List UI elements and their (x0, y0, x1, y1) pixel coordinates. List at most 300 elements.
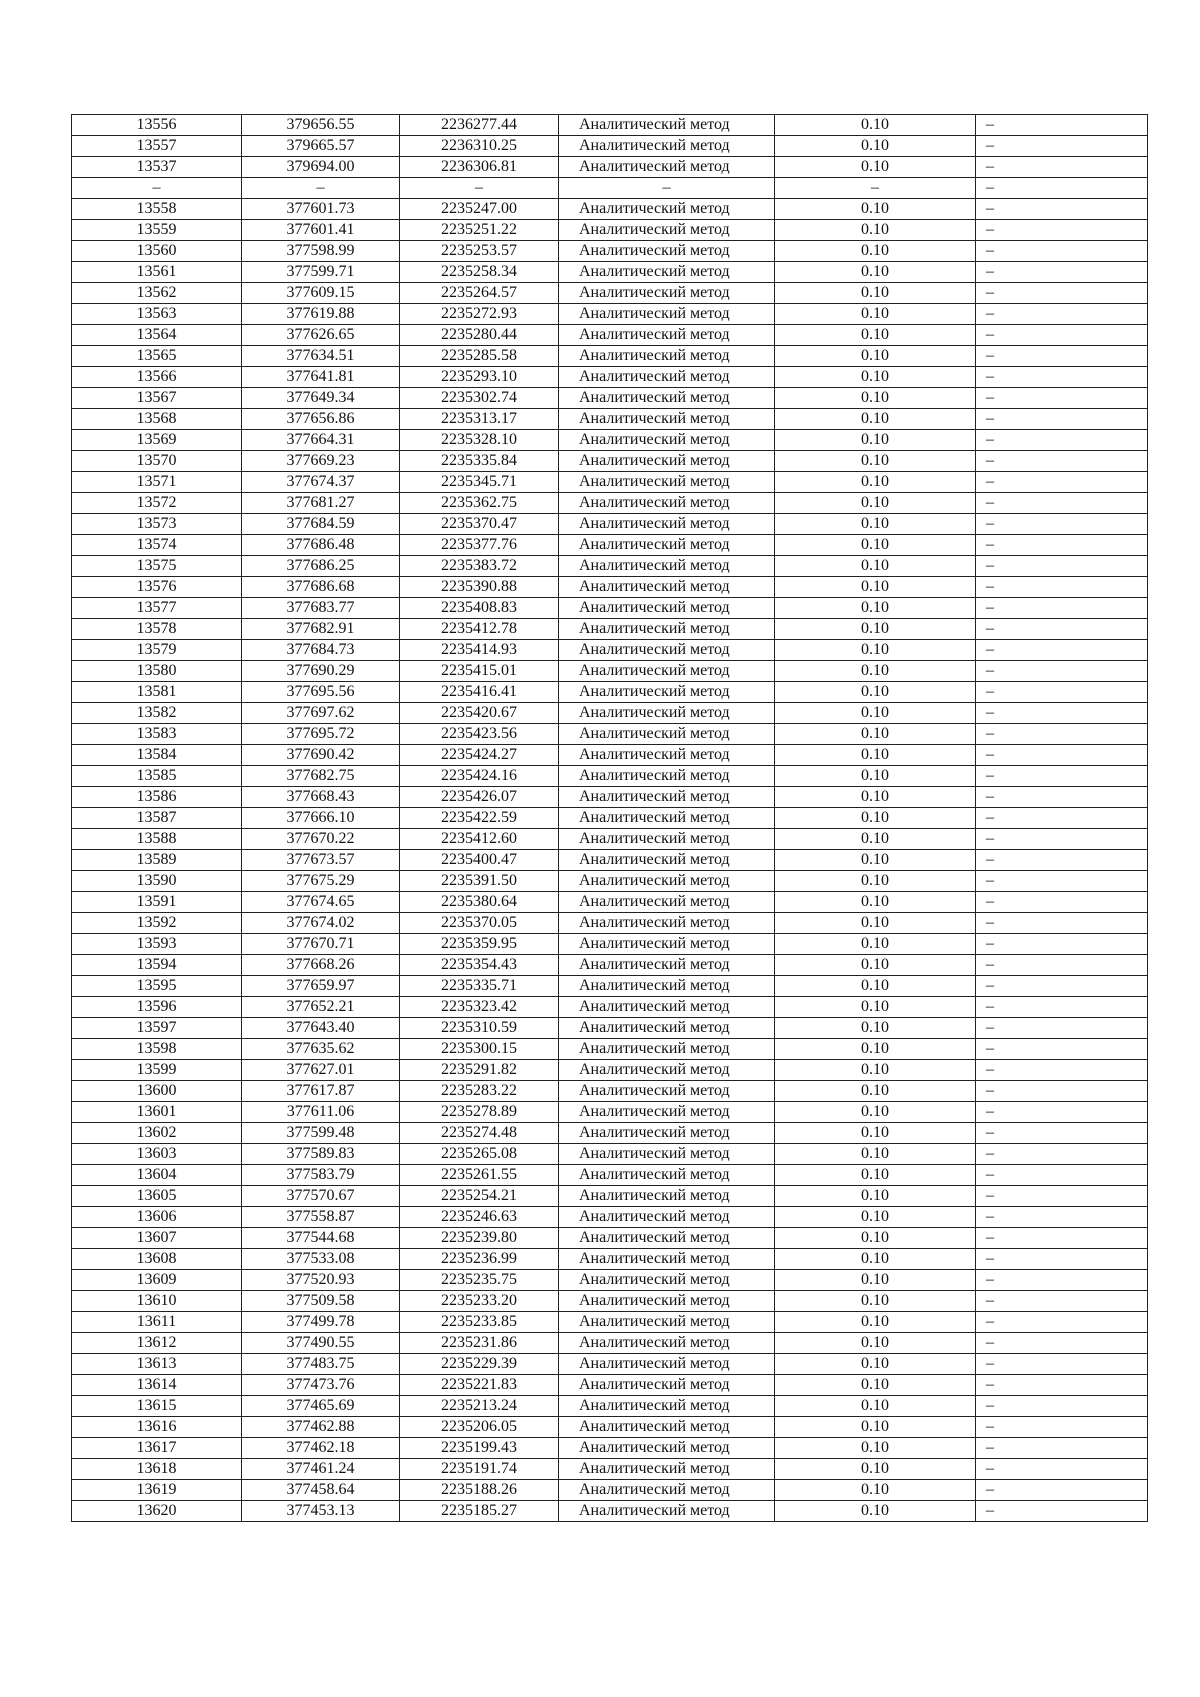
accuracy-cell: 0.10 (775, 661, 976, 682)
point-number-cell: 13583 (72, 724, 242, 745)
accuracy-cell: 0.10 (775, 514, 976, 535)
method-cell: Аналитический метод (559, 808, 775, 829)
point-number-cell: 13577 (72, 598, 242, 619)
method-cell: Аналитический метод (559, 283, 775, 304)
point-number-cell: 13599 (72, 1060, 242, 1081)
point-number-cell: 13610 (72, 1291, 242, 1312)
note-cell: – (976, 1291, 1148, 1312)
x-coordinate-cell: 377490.55 (242, 1333, 400, 1354)
method-cell: Аналитический метод (559, 220, 775, 241)
method-cell: Аналитический метод (559, 1417, 775, 1438)
x-coordinate-cell: 379656.55 (242, 115, 400, 136)
accuracy-cell: 0.10 (775, 577, 976, 598)
note-cell: – (976, 1417, 1148, 1438)
note-cell: – (976, 115, 1148, 136)
x-coordinate-cell: 377458.64 (242, 1480, 400, 1501)
y-coordinate-cell: 2235235.75 (400, 1270, 559, 1291)
table-row (72, 136, 1148, 157)
point-number-cell: 13591 (72, 892, 242, 913)
note-cell: – (976, 682, 1148, 703)
accuracy-cell: 0.10 (775, 1144, 976, 1165)
accuracy-cell: 0.10 (775, 976, 976, 997)
point-number-cell: 13606 (72, 1207, 242, 1228)
accuracy-cell: 0.10 (775, 157, 976, 178)
x-coordinate-cell: 377570.67 (242, 1186, 400, 1207)
note-cell: – (976, 346, 1148, 367)
point-number-cell: 13613 (72, 1354, 242, 1375)
accuracy-cell: 0.10 (775, 325, 976, 346)
note-cell: – (976, 136, 1148, 157)
accuracy-cell: 0.10 (775, 1123, 976, 1144)
accuracy-cell: 0.10 (775, 871, 976, 892)
y-coordinate-cell: 2235188.26 (400, 1480, 559, 1501)
point-number-cell: – (72, 178, 242, 199)
note-cell: – (976, 1459, 1148, 1480)
table-row (72, 325, 1148, 346)
x-coordinate-cell: 377641.81 (242, 367, 400, 388)
table-row (72, 199, 1148, 220)
note-cell: – (976, 1102, 1148, 1123)
y-coordinate-cell: 2235206.05 (400, 1417, 559, 1438)
method-cell: Аналитический метод (559, 451, 775, 472)
accuracy-cell: 0.10 (775, 1375, 976, 1396)
y-coordinate-cell: 2235390.88 (400, 577, 559, 598)
note-cell: – (976, 745, 1148, 766)
method-cell: Аналитический метод (559, 1039, 775, 1060)
note-cell: – (976, 724, 1148, 745)
method-cell: Аналитический метод (559, 1438, 775, 1459)
note-cell: – (976, 493, 1148, 514)
y-coordinate-cell: 2235247.00 (400, 199, 559, 220)
accuracy-cell: 0.10 (775, 1396, 976, 1417)
table-row (72, 997, 1148, 1018)
table-row (72, 745, 1148, 766)
point-number-cell: 13575 (72, 556, 242, 577)
table-row (72, 1480, 1148, 1501)
x-coordinate-cell: 377675.29 (242, 871, 400, 892)
y-coordinate-cell: 2235231.86 (400, 1333, 559, 1354)
accuracy-cell: 0.10 (775, 304, 976, 325)
note-cell: – (976, 1165, 1148, 1186)
table-row (72, 1312, 1148, 1333)
method-cell: Аналитический метод (559, 724, 775, 745)
table-row (72, 493, 1148, 514)
table-row (72, 1144, 1148, 1165)
x-coordinate-cell: 377690.29 (242, 661, 400, 682)
method-cell: Аналитический метод (559, 493, 775, 514)
x-coordinate-cell: 377601.41 (242, 220, 400, 241)
point-number-cell: 13568 (72, 409, 242, 430)
table-row (72, 598, 1148, 619)
method-cell: Аналитический метод (559, 1018, 775, 1039)
point-number-cell: 13579 (72, 640, 242, 661)
table-row (72, 1018, 1148, 1039)
method-cell: Аналитический метод (559, 1207, 775, 1228)
method-cell: Аналитический метод (559, 703, 775, 724)
point-number-cell: 13616 (72, 1417, 242, 1438)
table-row (72, 640, 1148, 661)
method-cell: Аналитический метод (559, 367, 775, 388)
y-coordinate-cell: 2235362.75 (400, 493, 559, 514)
y-coordinate-cell: 2236277.44 (400, 115, 559, 136)
note-cell: – (976, 1312, 1148, 1333)
table-row (72, 619, 1148, 640)
note-cell: – (976, 703, 1148, 724)
note-cell: – (976, 1144, 1148, 1165)
table-row (72, 367, 1148, 388)
table-row (72, 1417, 1148, 1438)
x-coordinate-cell: 377664.31 (242, 430, 400, 451)
note-cell: – (976, 262, 1148, 283)
y-coordinate-cell: 2235302.74 (400, 388, 559, 409)
accuracy-cell: 0.10 (775, 997, 976, 1018)
note-cell: – (976, 850, 1148, 871)
point-number-cell: 13611 (72, 1312, 242, 1333)
note-cell: – (976, 976, 1148, 997)
method-cell: Аналитический метод (559, 1459, 775, 1480)
table-row (72, 829, 1148, 850)
method-cell: Аналитический метод (559, 850, 775, 871)
accuracy-cell: 0.10 (775, 493, 976, 514)
accuracy-cell: 0.10 (775, 1354, 976, 1375)
y-coordinate-cell: 2235265.08 (400, 1144, 559, 1165)
point-number-cell: 13617 (72, 1438, 242, 1459)
point-number-cell: 13598 (72, 1039, 242, 1060)
point-number-cell: 13560 (72, 241, 242, 262)
x-coordinate-cell: 377668.26 (242, 955, 400, 976)
x-coordinate-cell: 377473.76 (242, 1375, 400, 1396)
table-row (72, 976, 1148, 997)
y-coordinate-cell: 2235416.41 (400, 682, 559, 703)
y-coordinate-cell: 2235377.76 (400, 535, 559, 556)
method-cell: Аналитический метод (559, 682, 775, 703)
x-coordinate-cell: 377686.68 (242, 577, 400, 598)
accuracy-cell: 0.10 (775, 262, 976, 283)
note-cell: – (976, 1060, 1148, 1081)
accuracy-cell: 0.10 (775, 283, 976, 304)
point-number-cell: 13619 (72, 1480, 242, 1501)
y-coordinate-cell: 2235408.83 (400, 598, 559, 619)
point-number-cell: 13595 (72, 976, 242, 997)
x-coordinate-cell: 377668.43 (242, 787, 400, 808)
x-coordinate-cell: 377652.21 (242, 997, 400, 1018)
note-cell: – (976, 1480, 1148, 1501)
accuracy-cell: 0.10 (775, 955, 976, 976)
accuracy-cell: 0.10 (775, 724, 976, 745)
x-coordinate-cell: 377509.58 (242, 1291, 400, 1312)
x-coordinate-cell: 379694.00 (242, 157, 400, 178)
x-coordinate-cell: 377462.18 (242, 1438, 400, 1459)
accuracy-cell: 0.10 (775, 1480, 976, 1501)
table-row (72, 1186, 1148, 1207)
point-number-cell: 13561 (72, 262, 242, 283)
x-coordinate-cell: 377609.15 (242, 283, 400, 304)
y-coordinate-cell: 2235412.60 (400, 829, 559, 850)
note-cell: – (976, 598, 1148, 619)
x-coordinate-cell: 377684.59 (242, 514, 400, 535)
note-cell: – (976, 829, 1148, 850)
y-coordinate-cell: 2235233.20 (400, 1291, 559, 1312)
note-cell: – (976, 1039, 1148, 1060)
x-coordinate-cell: 377635.62 (242, 1039, 400, 1060)
method-cell: Аналитический метод (559, 136, 775, 157)
x-coordinate-cell: 377697.62 (242, 703, 400, 724)
x-coordinate-cell: 377619.88 (242, 304, 400, 325)
note-cell: – (976, 1333, 1148, 1354)
note-cell: – (976, 871, 1148, 892)
accuracy-cell: 0.10 (775, 1102, 976, 1123)
y-coordinate-cell: 2235328.10 (400, 430, 559, 451)
x-coordinate-cell: 377673.57 (242, 850, 400, 871)
accuracy-cell: 0.10 (775, 1312, 976, 1333)
note-cell: – (976, 1396, 1148, 1417)
method-cell: Аналитический метод (559, 409, 775, 430)
note-cell: – (976, 220, 1148, 241)
x-coordinate-cell: 377599.71 (242, 262, 400, 283)
method-cell: Аналитический метод (559, 514, 775, 535)
method-cell: Аналитический метод (559, 661, 775, 682)
table-row (72, 1438, 1148, 1459)
note-cell: – (976, 1501, 1148, 1522)
y-coordinate-cell: 2235300.15 (400, 1039, 559, 1060)
point-number-cell: 13573 (72, 514, 242, 535)
table-row (72, 535, 1148, 556)
accuracy-cell: 0.10 (775, 1018, 976, 1039)
table-row (72, 808, 1148, 829)
x-coordinate-cell: 377483.75 (242, 1354, 400, 1375)
table-row (72, 1270, 1148, 1291)
point-number-cell: 13585 (72, 766, 242, 787)
x-coordinate-cell: 377544.68 (242, 1228, 400, 1249)
y-coordinate-cell: 2235253.57 (400, 241, 559, 262)
x-coordinate-cell: 377674.02 (242, 913, 400, 934)
note-cell: – (976, 640, 1148, 661)
method-cell: Аналитический метод (559, 157, 775, 178)
table-row (72, 766, 1148, 787)
accuracy-cell: 0.10 (775, 1417, 976, 1438)
x-coordinate-cell: 377533.08 (242, 1249, 400, 1270)
x-coordinate-cell: – (242, 178, 400, 199)
table-row (72, 409, 1148, 430)
note-cell: – (976, 1207, 1148, 1228)
note-cell: – (976, 472, 1148, 493)
point-number-cell: 13587 (72, 808, 242, 829)
method-cell: Аналитический метод (559, 262, 775, 283)
method-cell: Аналитический метод (559, 745, 775, 766)
accuracy-cell: 0.10 (775, 1291, 976, 1312)
x-coordinate-cell: 377589.83 (242, 1144, 400, 1165)
point-number-cell: 13603 (72, 1144, 242, 1165)
point-number-cell: 13570 (72, 451, 242, 472)
x-coordinate-cell: 377695.72 (242, 724, 400, 745)
table-row (72, 262, 1148, 283)
accuracy-cell: 0.10 (775, 640, 976, 661)
method-cell: Аналитический метод (559, 577, 775, 598)
note-cell: – (976, 1270, 1148, 1291)
accuracy-cell: 0.10 (775, 682, 976, 703)
y-coordinate-cell: 2235423.56 (400, 724, 559, 745)
table-row (72, 241, 1148, 262)
method-cell: Аналитический метод (559, 1081, 775, 1102)
accuracy-cell: 0.10 (775, 199, 976, 220)
accuracy-cell: 0.10 (775, 430, 976, 451)
accuracy-cell: 0.10 (775, 934, 976, 955)
y-coordinate-cell: 2235335.84 (400, 451, 559, 472)
point-number-cell: 13618 (72, 1459, 242, 1480)
x-coordinate-cell: 377686.25 (242, 556, 400, 577)
method-cell: Аналитический метод (559, 241, 775, 262)
point-number-cell: 13620 (72, 1501, 242, 1522)
method-cell: Аналитический метод (559, 1186, 775, 1207)
method-cell: Аналитический метод (559, 346, 775, 367)
point-number-cell: 13581 (72, 682, 242, 703)
accuracy-cell: 0.10 (775, 451, 976, 472)
note-cell: – (976, 514, 1148, 535)
accuracy-cell: 0.10 (775, 115, 976, 136)
table-row (72, 220, 1148, 241)
accuracy-cell: 0.10 (775, 1459, 976, 1480)
note-cell: – (976, 577, 1148, 598)
table-row (72, 556, 1148, 577)
y-coordinate-cell: 2235412.78 (400, 619, 559, 640)
y-coordinate-cell: 2235424.27 (400, 745, 559, 766)
table-row (72, 1123, 1148, 1144)
y-coordinate-cell: 2235254.21 (400, 1186, 559, 1207)
y-coordinate-cell: 2235236.99 (400, 1249, 559, 1270)
note-cell: – (976, 787, 1148, 808)
table-row (72, 1249, 1148, 1270)
accuracy-cell: 0.10 (775, 367, 976, 388)
point-number-cell: 13565 (72, 346, 242, 367)
method-cell: Аналитический метод (559, 1291, 775, 1312)
accuracy-cell: 0.10 (775, 1165, 976, 1186)
note-cell: – (976, 934, 1148, 955)
accuracy-cell: 0.10 (775, 808, 976, 829)
point-number-cell: 13600 (72, 1081, 242, 1102)
accuracy-cell: 0.10 (775, 850, 976, 871)
note-cell: – (976, 1123, 1148, 1144)
note-cell: – (976, 241, 1148, 262)
note-cell: – (976, 1354, 1148, 1375)
table-row (72, 1354, 1148, 1375)
y-coordinate-cell: 2235359.95 (400, 934, 559, 955)
point-number-cell: 13576 (72, 577, 242, 598)
accuracy-cell: 0.10 (775, 1270, 976, 1291)
y-coordinate-cell: 2235370.05 (400, 913, 559, 934)
coordinates-table (71, 114, 1148, 1522)
table-row (72, 1501, 1148, 1522)
point-number-cell: 13588 (72, 829, 242, 850)
point-number-cell: 13564 (72, 325, 242, 346)
table-row (72, 892, 1148, 913)
method-cell: Аналитический метод (559, 1270, 775, 1291)
point-number-cell: 13563 (72, 304, 242, 325)
method-cell: Аналитический метод (559, 472, 775, 493)
accuracy-cell: 0.10 (775, 1039, 976, 1060)
table-row (72, 913, 1148, 934)
table-row (72, 1102, 1148, 1123)
method-cell: Аналитический метод (559, 388, 775, 409)
point-number-cell: 13615 (72, 1396, 242, 1417)
method-cell: Аналитический метод (559, 199, 775, 220)
x-coordinate-cell: 377682.91 (242, 619, 400, 640)
y-coordinate-cell: 2235274.48 (400, 1123, 559, 1144)
y-coordinate-cell: 2235229.39 (400, 1354, 559, 1375)
point-number-cell: 13593 (72, 934, 242, 955)
accuracy-cell: 0.10 (775, 409, 976, 430)
table-row (72, 1459, 1148, 1480)
y-coordinate-cell: 2235313.17 (400, 409, 559, 430)
table-row (72, 1228, 1148, 1249)
point-number-cell: 13601 (72, 1102, 242, 1123)
table-row (72, 1375, 1148, 1396)
table-row (72, 178, 1148, 199)
point-number-cell: 13566 (72, 367, 242, 388)
point-number-cell: 13604 (72, 1165, 242, 1186)
point-number-cell: 13602 (72, 1123, 242, 1144)
note-cell: – (976, 892, 1148, 913)
table-row (72, 1396, 1148, 1417)
point-number-cell: 13572 (72, 493, 242, 514)
x-coordinate-cell: 377659.97 (242, 976, 400, 997)
note-cell: – (976, 808, 1148, 829)
accuracy-cell: 0.10 (775, 535, 976, 556)
accuracy-cell: 0.10 (775, 1333, 976, 1354)
x-coordinate-cell: 377520.93 (242, 1270, 400, 1291)
point-number-cell: 13537 (72, 157, 242, 178)
x-coordinate-cell: 377617.87 (242, 1081, 400, 1102)
point-number-cell: 13580 (72, 661, 242, 682)
method-cell: – (559, 178, 775, 199)
method-cell: Аналитический метод (559, 115, 775, 136)
accuracy-cell: 0.10 (775, 1228, 976, 1249)
table-row (72, 283, 1148, 304)
point-number-cell: 13614 (72, 1375, 242, 1396)
method-cell: Аналитический метод (559, 934, 775, 955)
table-row (72, 1207, 1148, 1228)
y-coordinate-cell: 2235354.43 (400, 955, 559, 976)
y-coordinate-cell: 2235233.85 (400, 1312, 559, 1333)
accuracy-cell: 0.10 (775, 556, 976, 577)
method-cell: Аналитический метод (559, 1249, 775, 1270)
point-number-cell: 13557 (72, 136, 242, 157)
x-coordinate-cell: 379665.57 (242, 136, 400, 157)
note-cell: – (976, 535, 1148, 556)
accuracy-cell: 0.10 (775, 1249, 976, 1270)
note-cell: – (976, 367, 1148, 388)
x-coordinate-cell: 377453.13 (242, 1501, 400, 1522)
method-cell: Аналитический метод (559, 535, 775, 556)
note-cell: – (976, 1018, 1148, 1039)
method-cell: Аналитический метод (559, 640, 775, 661)
note-cell: – (976, 766, 1148, 787)
x-coordinate-cell: 377681.27 (242, 493, 400, 514)
table-row (72, 1291, 1148, 1312)
y-coordinate-cell: 2235239.80 (400, 1228, 559, 1249)
y-coordinate-cell: 2235213.24 (400, 1396, 559, 1417)
method-cell: Аналитический метод (559, 1354, 775, 1375)
accuracy-cell: 0.10 (775, 346, 976, 367)
table-row (72, 871, 1148, 892)
note-cell: – (976, 157, 1148, 178)
y-coordinate-cell: 2235293.10 (400, 367, 559, 388)
y-coordinate-cell: 2235264.57 (400, 283, 559, 304)
accuracy-cell: – (775, 178, 976, 199)
y-coordinate-cell: 2236310.25 (400, 136, 559, 157)
y-coordinate-cell: 2235246.63 (400, 1207, 559, 1228)
table-row (72, 1081, 1148, 1102)
note-cell: – (976, 1186, 1148, 1207)
